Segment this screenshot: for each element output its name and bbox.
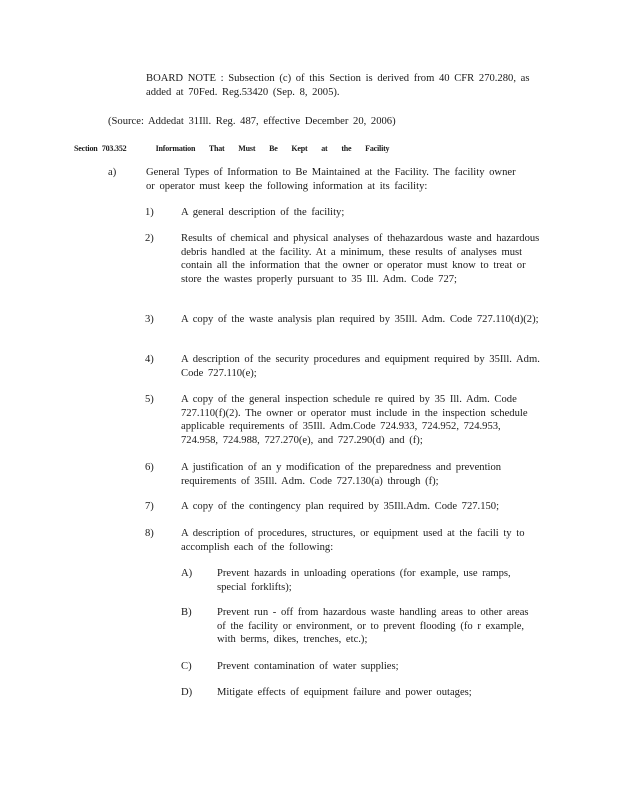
subsection-text: General Types of Information to Be Maintained at the Facility. The facility owner or operator must keep the following information at its facility:: [146, 167, 516, 192]
item-text: Prevent run - off from hazardous waste handling areas to other areas of the facility or environment, or to prevent flooding (fo r example, with berms, dikes, trenches, etc.);: [217, 607, 529, 646]
subsection-marker: a): [108, 167, 117, 178]
item-marker: 2): [145, 233, 154, 244]
item-marker: 8): [145, 528, 154, 539]
item-text: A general description of the facility;: [181, 207, 345, 218]
section-label: Section: [74, 144, 98, 153]
item-marker: C): [181, 661, 192, 672]
item-marker: 6): [145, 462, 154, 473]
item-text: A description of the security procedures and equipment required by 35Ill. Adm. Code 727.110(e);: [181, 354, 540, 379]
item-text: Mitigate effects of equipment failure and power outages;: [217, 687, 472, 698]
source-note: (Source: Addedat 31Ill. Reg. 487, effective December 20, 2006): [108, 116, 396, 127]
item-marker: 7): [145, 501, 154, 512]
item-text: A copy of the general inspection schedule re quired by 35 Ill. Adm. Code 727.110(f)(2). The owner or operator must include in the inspection schedule applicable requirements of 35Ill. Adm.Code 724.933, 724.952, 724.953, 724.958, 724.988, 727.270(e), and 727.290(d) and (f);: [181, 394, 528, 446]
item-text: A description of procedures, structures, or equipment used at the facili ty to accomplish each of the following:: [181, 528, 525, 553]
item-text: Prevent hazards in unloading operations (for example, use ramps, special forklifts);: [217, 568, 511, 593]
item-marker: 4): [145, 354, 154, 365]
item-marker: 3): [145, 314, 154, 325]
section-title: Information That Must Be Kept at the Facility: [155, 144, 390, 153]
section-number: 703.352: [101, 144, 127, 153]
item-marker: 1): [145, 207, 154, 218]
board-note: BOARD NOTE : Subsection (c) of this Section is derived from 40 CFR 270.280, as added at 70Fed. Reg.53420 (Sep. 8, 2005).: [146, 73, 530, 98]
item-marker: A): [181, 568, 193, 579]
item-text: Results of chemical and physical analyses of thehazardous waste and hazardous debris handled at the facility. At a minimum, these results of analyses must contain all the information that the owner or operator must know to treat or store the wastes properly pursuant to 35 Ill. Adm. Code 727;: [181, 233, 540, 285]
item-text: A copy of the waste analysis plan required by 35Ill. Adm. Code 727.110(d)(2);: [181, 314, 539, 325]
item-text: Prevent contamination of water supplies;: [217, 661, 399, 672]
item-text: A copy of the contingency plan required by 35Ill.Adm. Code 727.150;: [181, 501, 500, 512]
item-marker: 5): [145, 394, 154, 405]
item-marker: B): [181, 607, 192, 618]
item-text: A justification of an y modification of the preparedness and prevention requirements of 35Ill. Adm. Code 727.130(a) through (f);: [181, 462, 502, 487]
item-marker: D): [181, 687, 193, 698]
section-heading: [74, 142, 544, 156]
